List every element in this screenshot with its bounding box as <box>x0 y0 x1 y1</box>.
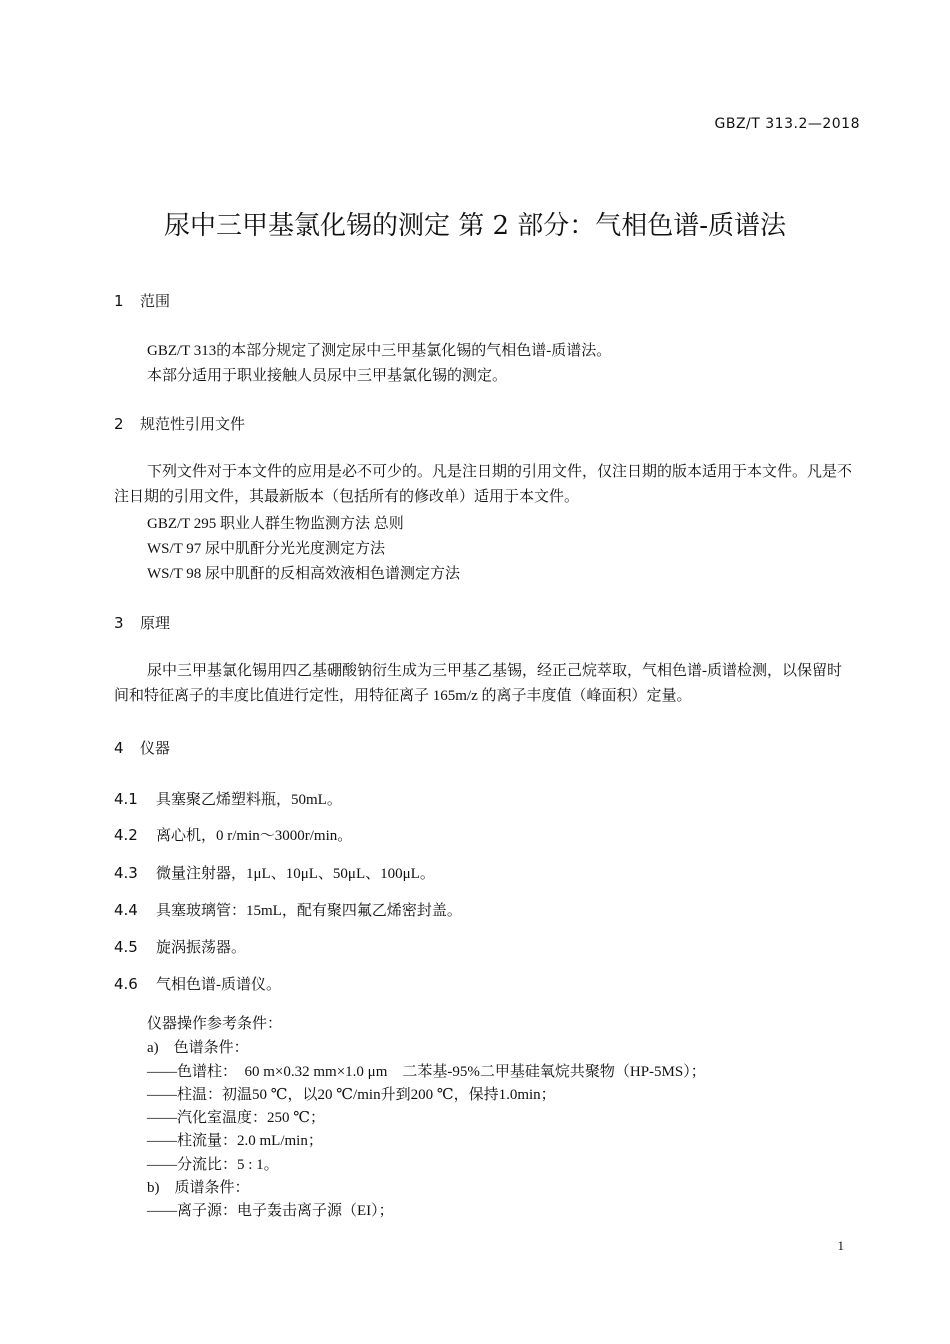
section-number: 3 <box>114 614 124 632</box>
condition-line: ——离子源：电子轰击离子源（EI）； <box>147 1203 394 1219</box>
instrument-item <box>114 973 281 994</box>
item-text: 具塞聚乙烯塑料瓶，50mL。 <box>156 792 342 808</box>
gc-conditions-label: a) 色谱条件： <box>147 1040 249 1056</box>
section-title: 原理 <box>140 614 171 632</box>
section-heading-3 <box>114 612 170 633</box>
section-title: 仪器 <box>140 739 171 757</box>
ms-conditions-label: b) 质谱条件： <box>147 1180 250 1196</box>
section-heading-4 <box>114 737 170 758</box>
item-number: 4.1 <box>114 790 138 808</box>
section-number: 1 <box>114 292 124 310</box>
item-number: 4.5 <box>114 938 138 956</box>
reference-item: WS/T 98 尿中肌酐的反相高效液相色谱测定方法 <box>147 566 461 582</box>
item-text: 微量注射器，1μL、10μL、50μL、100μL。 <box>156 866 435 882</box>
instrument-item <box>114 788 342 809</box>
section-heading-2 <box>114 413 245 434</box>
instrument-item <box>114 899 462 920</box>
item-text: 离心机，0 r/min～3000r/min。 <box>156 828 353 844</box>
instrument-item <box>114 862 435 883</box>
section-title: 规范性引用文件 <box>140 415 246 433</box>
item-text: 具塞玻璃管：15mL，配有聚四氟乙烯密封盖。 <box>156 903 462 919</box>
normative-references-paragraph: 下列文件对于本文件的应用是必不可少的。凡是注日期的引用文件，仅注日期的版本适用于本文件。凡是不注日期的引用文件，其最新版本（包括所有的修改单）适用于本文件。 <box>114 464 853 505</box>
reference-item: WS/T 97 尿中肌酐分光光度测定方法 <box>147 541 386 557</box>
instrument-item <box>114 824 352 845</box>
reference-item: GBZ/T 295 职业人群生物监测方法 总则 <box>147 516 404 532</box>
item-number: 4.3 <box>114 864 138 882</box>
scope-line-1: GBZ/T 313的本部分规定了测定尿中三甲基氯化锡的气相色谱-质谱法。 <box>147 343 612 359</box>
item-number: 4.2 <box>114 826 138 844</box>
item-text: 气相色谱-质谱仪。 <box>156 977 281 993</box>
item-number: 4.6 <box>114 975 138 993</box>
condition-line: ——色谱柱： 60 m×0.32 mm×1.0 μm 二苯基-95%二甲基硅氧烷共聚物（HP-5MS）； <box>147 1064 706 1080</box>
condition-line: ——汽化室温度：250 ℃； <box>147 1110 326 1126</box>
section-number: 4 <box>114 739 124 757</box>
section-heading-1 <box>114 290 170 311</box>
operating-conditions-intro: 仪器操作参考条件： <box>147 1016 283 1032</box>
condition-line: ——柱流量：2.0 mL/min； <box>147 1133 323 1149</box>
item-text: 旋涡振荡器。 <box>156 940 247 956</box>
scope-line-2: 本部分适用于职业接触人员尿中三甲基氯化锡的测定。 <box>147 368 508 384</box>
item-number: 4.4 <box>114 901 138 919</box>
instrument-item <box>114 936 246 957</box>
document-title: 尿中三甲基氯化锡的测定 第 2 部分：气相色谱-质谱法 <box>163 211 787 241</box>
condition-line: ——分流比：5 : 1。 <box>147 1157 279 1173</box>
condition-line: ——柱温：初温50 ℃，以20 ℃/min升到200 ℃，保持1.0min； <box>147 1087 556 1103</box>
principle-paragraph: 尿中三甲基氯化锡用四乙基硼酸钠衍生成为三甲基乙基锡，经正己烷萃取，气相色谱-质谱检测，以保留时间和特征离子的丰度比值进行定性，用特征离子 165m/z 的离子丰度值（峰面积）定量。 <box>114 663 843 704</box>
standard-code: GBZ/T 313.2—2018 <box>714 116 860 132</box>
page-number: 1 <box>837 1238 844 1253</box>
section-title: 范围 <box>140 292 171 310</box>
section-number: 2 <box>114 415 124 433</box>
